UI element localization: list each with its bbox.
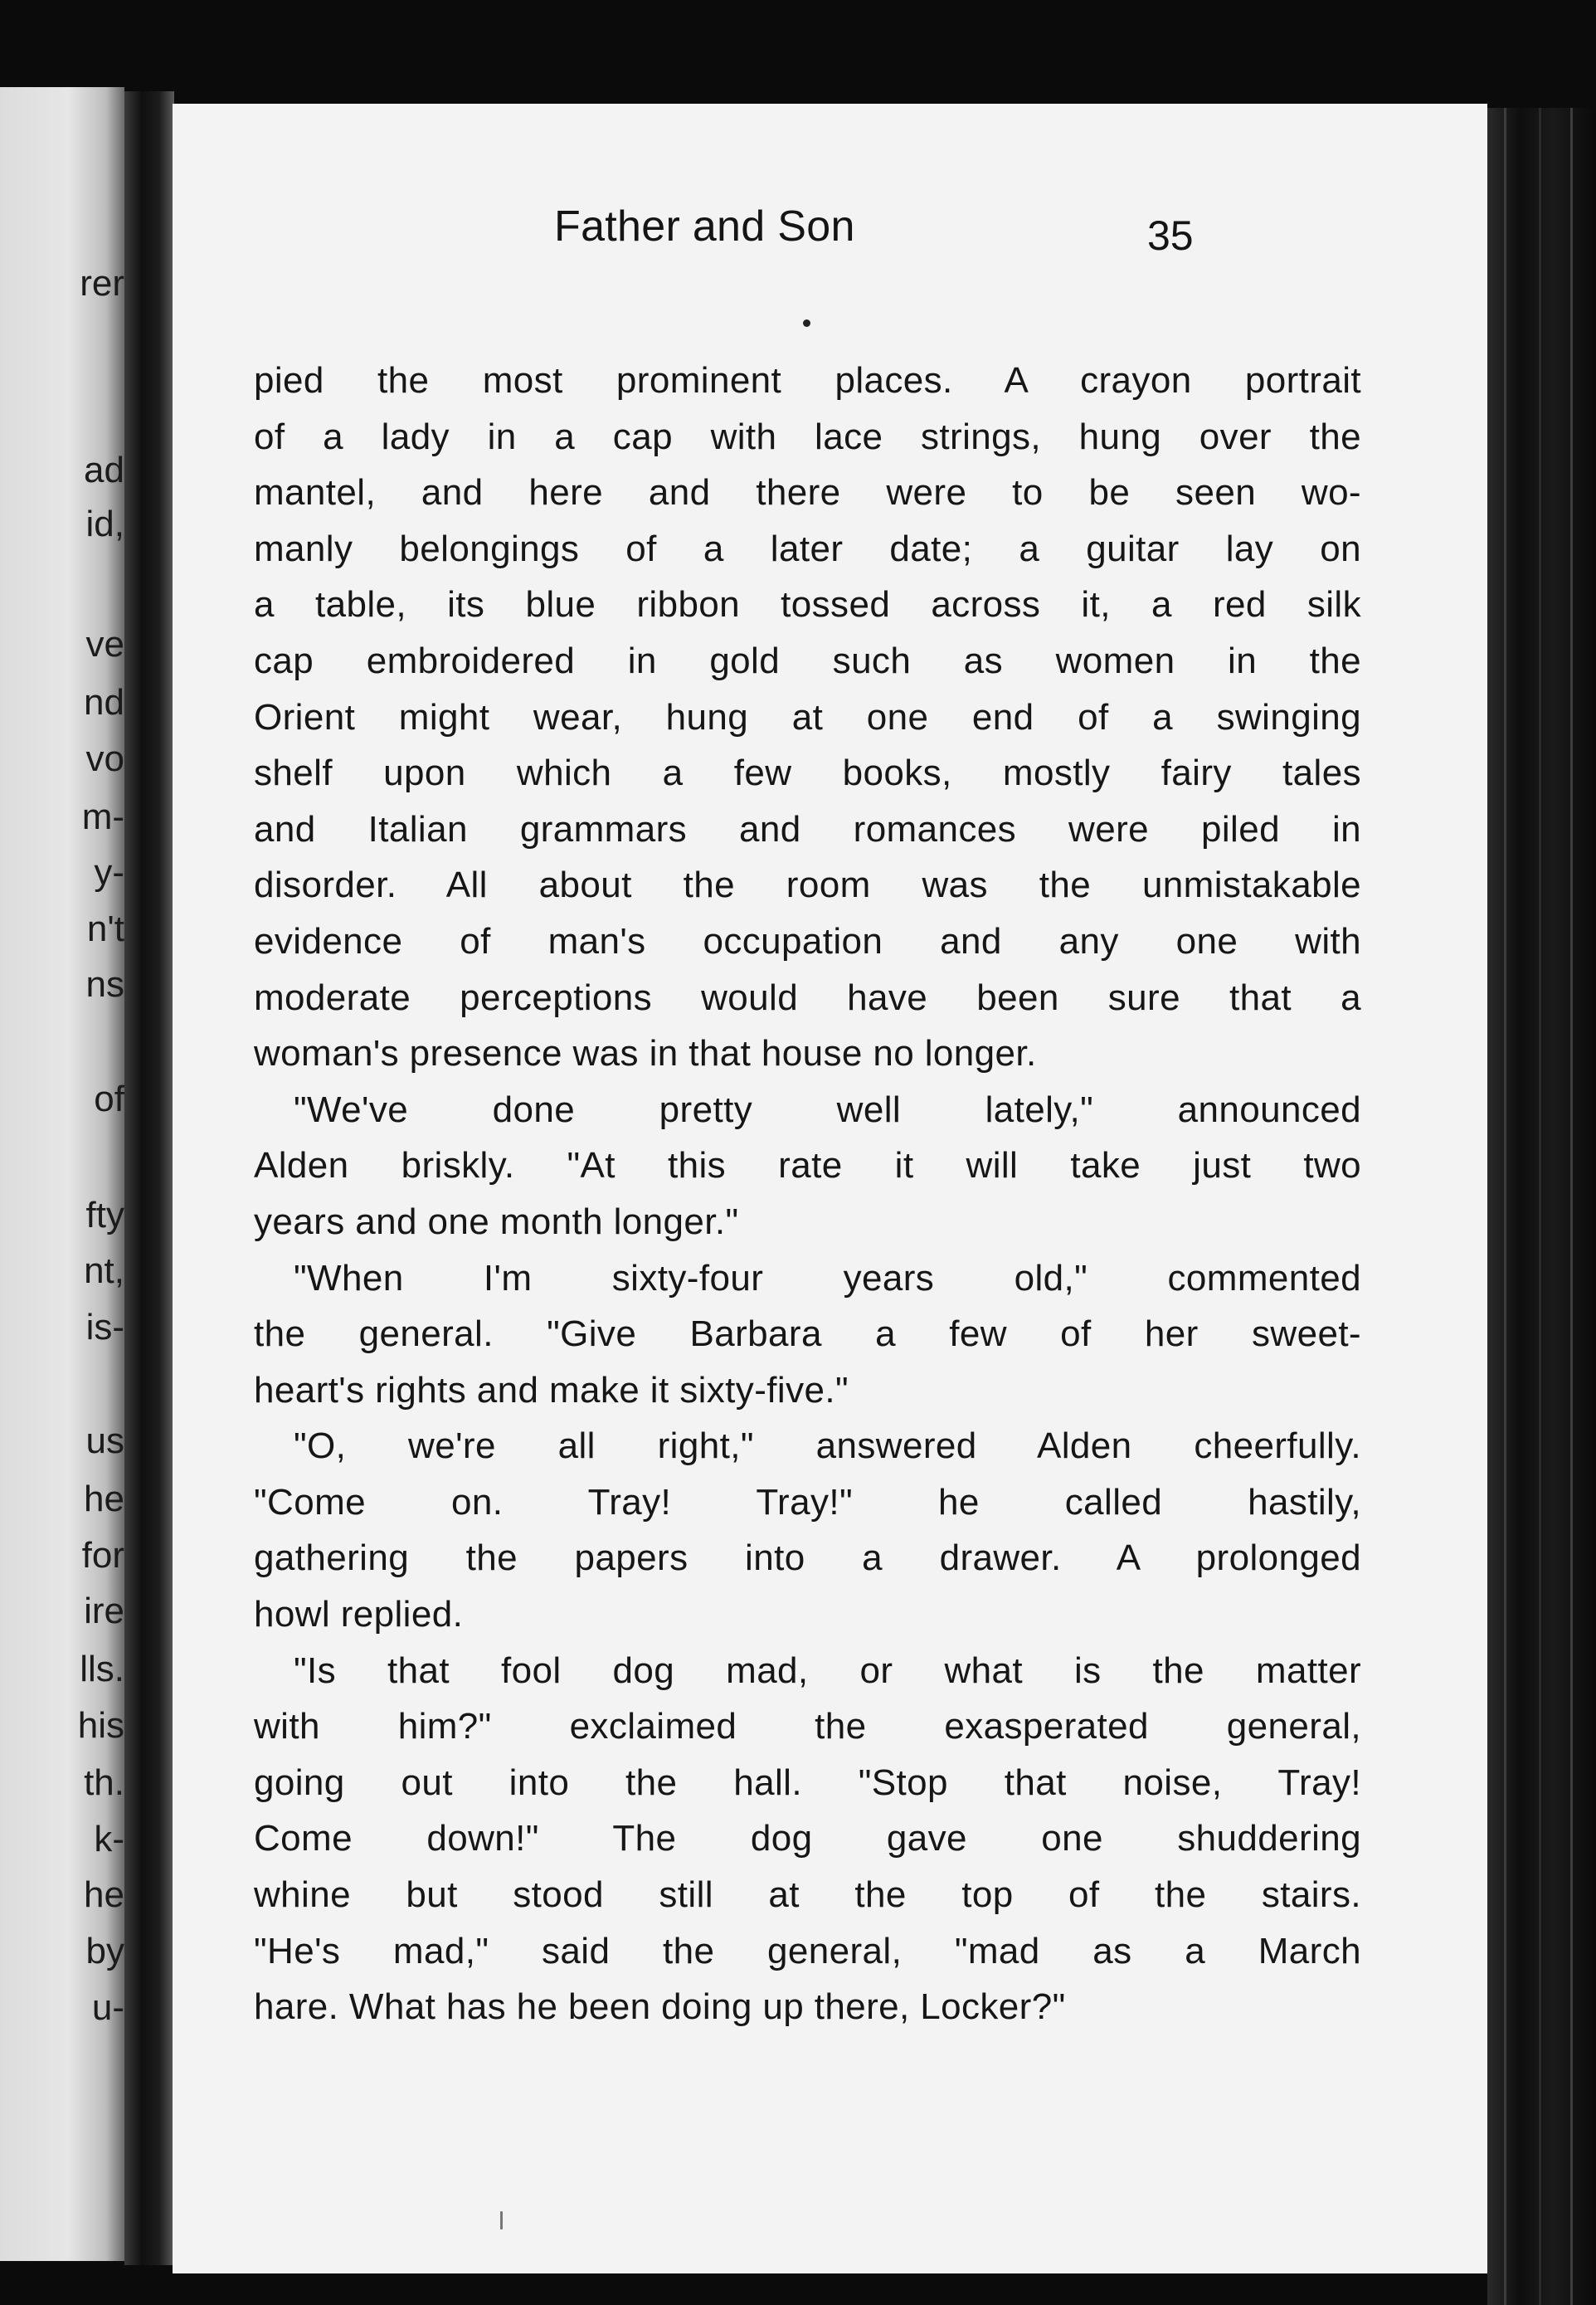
edge-stripe (1504, 108, 1506, 2305)
previous-page-fragment: n't (86, 909, 124, 949)
text-line: disorder. All about the room was the unmistakable (254, 865, 1361, 906)
text-line: with him?" exclaimed the exasperated general, (254, 1706, 1361, 1747)
text-line: "He's mad," said the general, "mad as a March (254, 1930, 1361, 1971)
text-line: of a lady in a cap with lace strings, hung over the (254, 416, 1361, 457)
running-head: Father and Son (554, 202, 855, 251)
text-line: pied the most prominent places. A crayon portrait (254, 360, 1361, 401)
previous-page-fragment: by (85, 1931, 124, 1971)
text-line: years and one month longer." (254, 1201, 739, 1242)
text-line: hare. What has he been doing up there, Locker?" (254, 1986, 1066, 2028)
previous-page-fragment: u- (91, 1987, 124, 2028)
text-line: manly belongings of a later date; a guitar lay on (254, 528, 1361, 569)
previous-page-fragment: id, (85, 504, 124, 544)
previous-page-fragment: ns (85, 964, 124, 1005)
previous-page-fragment: ire (84, 1591, 124, 1631)
book-gutter (124, 91, 174, 2265)
text-line: cap embroidered in gold such as women in the (254, 640, 1361, 681)
text-line: going out into the hall. "Stop that noise, Tray! (254, 1762, 1361, 1803)
previous-page-fragment: fty (85, 1195, 124, 1235)
text-line: "O, we're all right," answered Alden cheerfully. (294, 1425, 1361, 1467)
text-line: a table, its blue ribbon tossed across it, a red silk (254, 584, 1361, 626)
text-line: the general. "Give Barbara a few of her sweet- (254, 1313, 1361, 1355)
previous-page-fragment: nt, (84, 1250, 124, 1291)
text-line: "Come on. Tray! Tray!" he called hastily, (254, 1481, 1361, 1523)
edge-stripe (1539, 108, 1541, 2305)
previous-page-fragment: lls. (80, 1649, 124, 1689)
previous-page-fragment: of (94, 1079, 124, 1119)
text-line: heart's rights and make it sixty-five." (254, 1369, 849, 1411)
previous-page-fragment: k- (94, 1819, 124, 1859)
previous-page-fragment: ve (85, 624, 124, 665)
edge-stripe (1570, 108, 1573, 2305)
previous-page-fragment: ad (84, 450, 124, 490)
text-line: whine but stood still at the top of the stairs. (254, 1874, 1361, 1916)
previous-page-fragment: m- (81, 797, 124, 837)
text-line: "When I'm sixty-four years old," commented (294, 1257, 1361, 1299)
page-body-text (254, 353, 1361, 2035)
text-line: Come down!" The dog gave one shuddering (254, 1818, 1361, 1859)
text-line: Orient might wear, hung at one end of a swinging (254, 696, 1361, 738)
text-line: mantel, and here and there were to be seen wo- (254, 472, 1361, 514)
book-right-edge (1487, 108, 1596, 2305)
text-line: moderate perceptions would have been sure that a (254, 977, 1361, 1018)
paper-mark (500, 2211, 503, 2229)
previous-page-fragment: he (84, 1874, 124, 1915)
text-line: shelf upon which a few books, mostly fairy tales (254, 753, 1361, 794)
previous-page-fragment: y- (94, 852, 124, 893)
text-line: and Italian grammars and romances were piled in (254, 808, 1361, 850)
previous-page-fragment: us (85, 1421, 124, 1461)
previous-page-fragment: vo (85, 738, 124, 779)
text-line: "We've done pretty well lately," announced (294, 1089, 1361, 1130)
previous-page-fragment: is- (85, 1307, 124, 1347)
previous-page-fragment: th. (84, 1762, 124, 1803)
previous-page-text-fragments (0, 87, 124, 2261)
text-line: evidence of man's occupation and any one with (254, 920, 1361, 962)
text-line: woman's presence was in that house no longer. (254, 1033, 1037, 1075)
previous-page-fragment: he (84, 1479, 124, 1519)
page-number: 35 (1147, 212, 1194, 259)
previous-page-fragment: nd (84, 682, 124, 723)
text-line: Alden briskly. "At this rate it will take just two (254, 1145, 1361, 1187)
ink-speck (803, 319, 810, 327)
text-line: "Is that fool dog mad, or what is the matter (294, 1650, 1361, 1691)
previous-page-fragment: his (77, 1705, 124, 1746)
previous-page-edge (0, 87, 124, 2261)
previous-page-fragment: for (81, 1535, 124, 1576)
page-header (173, 261, 1487, 328)
text-line: howl replied. (254, 1594, 464, 1635)
previous-page-fragment: rer (80, 263, 124, 304)
text-line: gathering the papers into a drawer. A prolonged (254, 1537, 1361, 1579)
book-page (173, 104, 1487, 2273)
